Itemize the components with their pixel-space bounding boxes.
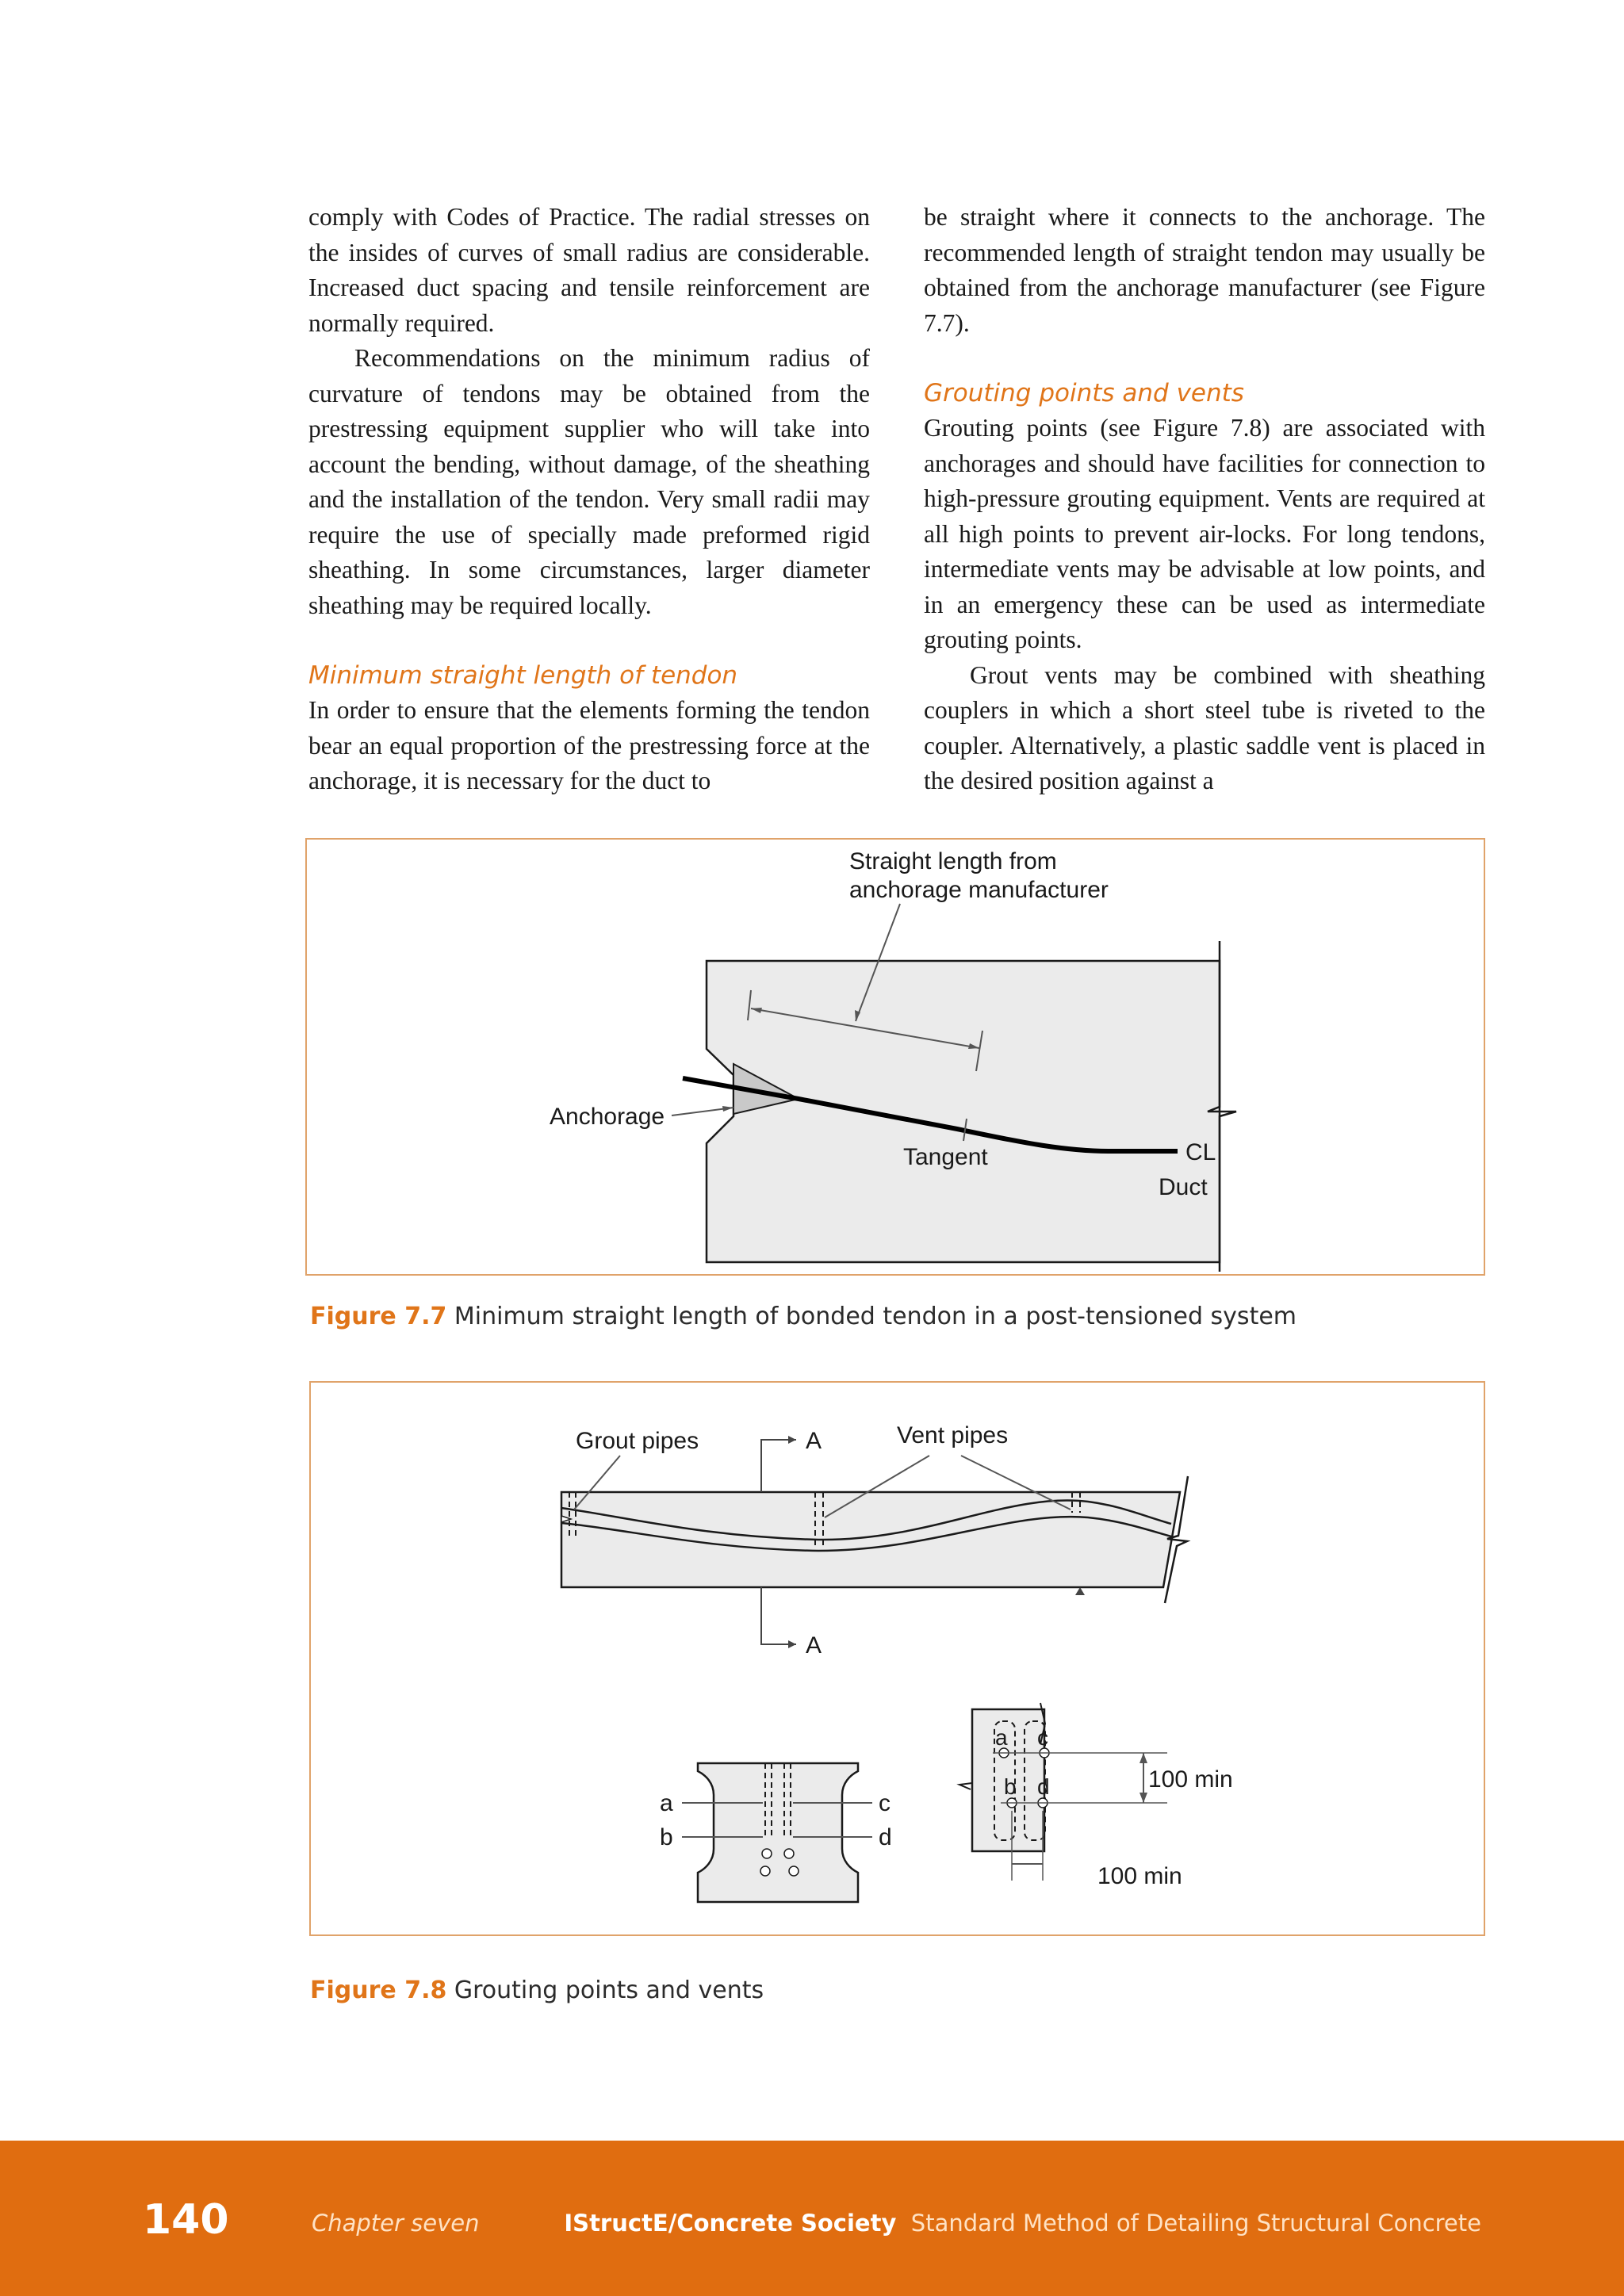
- dimension-vertical-arrow-bottom: [1139, 1793, 1147, 1803]
- page-number: 140: [143, 2196, 229, 2244]
- page-footer: [0, 2141, 1624, 2296]
- beam-cross-section: [698, 1763, 858, 1902]
- figure-7-7-caption: [310, 1303, 1297, 1330]
- section-duct-circle-3: [760, 1866, 770, 1876]
- label-grout-pipes: Grout pipes: [576, 1428, 699, 1454]
- label-vent-pipes: Vent pipes: [897, 1422, 1009, 1448]
- label-100-min-vertical: 100 min: [1148, 1766, 1233, 1793]
- label-d: d: [879, 1824, 892, 1850]
- section-duct-circle-4: [789, 1866, 799, 1876]
- section-heading-grouting-points: Grouting points and vents: [924, 379, 1244, 408]
- right-paragraph-1: be straight where it connects to the anchorage. The recommended length of straight tendon may usually be obtained from the anchorage manufacturer (see Figure 7.7).: [924, 203, 1485, 337]
- label-100-min-horizontal: 100 min: [1097, 1863, 1182, 1889]
- section-duct-circle-1: [762, 1849, 772, 1858]
- publication-title: [564, 2210, 1481, 2237]
- figure-7-7: [305, 838, 1485, 1276]
- plan-label-a: a: [995, 1725, 1008, 1750]
- label-centreline: CL: [1185, 1139, 1216, 1165]
- figure-7-8: [309, 1381, 1485, 1936]
- figure-7-7-caption-number: Figure 7.7: [310, 1303, 447, 1330]
- label-duct: Duct: [1159, 1174, 1208, 1200]
- support-marker: [1075, 1587, 1085, 1595]
- figure-7-7-drawing: [307, 840, 1487, 1277]
- section-heading-minimum-straight-length: Minimum straight length of tendon: [308, 661, 738, 690]
- label-tangent: Tangent: [903, 1144, 988, 1170]
- figure-7-7-caption-text: Minimum straight length of bonded tendon in a post-tensioned system: [446, 1303, 1297, 1330]
- label-section-a-top: A: [806, 1428, 822, 1454]
- right-paragraph-2: Grouting points (see Figure 7.8) are associated with anchorages and should have facilities for connection to high-pressure grouting equipment. Vents are required at all high points to prevent air-locks. For long tendons, intermediate vents may be advisable at low points, and in an emergency these can be used as intermediate grouting points.: [924, 414, 1485, 653]
- section-arrow-bottom: [788, 1640, 796, 1648]
- label-a: a: [660, 1790, 673, 1816]
- left-paragraph-1: comply with Codes of Practice. The radial stresses on the insides of curves of small radius are considerable. Increased duct spacing and tensile reinforcement are normally required.: [308, 203, 870, 337]
- figure-7-8-drawing: [311, 1383, 1487, 1938]
- left-paragraph-3: In order to ensure that the elements forming the tendon bear an equal proportion of the prestressing force at the anchorage, it is necessary for the duct to: [308, 696, 870, 794]
- concrete-end-block: [707, 961, 1220, 1262]
- label-b: b: [660, 1824, 673, 1850]
- left-paragraph-2: Recommendations on the minimum radius of curvature of tendons may be obtained from the prestressing equipment supplier who will take into account the bending, without damage, of the sheathing and the installation of the tendon. Very small radii may require the use of specially made preformed rigid sheathing. In some circumstances, larger diameter sheathing may be required locally.: [308, 344, 870, 619]
- anchorage-leader-arrowhead: [722, 1106, 733, 1112]
- book-title: Standard Method of Detailing Structural Concrete: [910, 2210, 1481, 2237]
- plan-label-c: c: [1037, 1725, 1048, 1750]
- section-line-top: [761, 1440, 796, 1492]
- plan-label-b: b: [1004, 1774, 1017, 1799]
- publisher-name: IStructE/Concrete Society: [564, 2210, 897, 2237]
- figure-7-8-caption: [310, 1976, 764, 2004]
- plan-break-left: [959, 1783, 972, 1789]
- label-straight-length-line1: Straight length from: [849, 848, 1057, 874]
- figure-7-8-caption-number: Figure 7.8: [310, 1976, 447, 2004]
- plan-label-d: d: [1037, 1774, 1050, 1799]
- section-line-bottom: [761, 1587, 796, 1644]
- label-anchorage: Anchorage: [550, 1104, 665, 1130]
- section-arrow-top: [788, 1436, 796, 1444]
- label-section-a-bottom: A: [806, 1632, 822, 1659]
- label-straight-length-line2: anchorage manufacturer: [849, 877, 1109, 903]
- chapter-label: Chapter seven: [312, 2210, 480, 2237]
- dimension-vertical-arrow-top: [1139, 1753, 1147, 1763]
- label-c: c: [879, 1790, 891, 1816]
- beam-elevation: [561, 1492, 1180, 1587]
- left-text-column: [308, 200, 870, 799]
- figure-7-8-caption-text: Grouting points and vents: [446, 1976, 764, 2004]
- right-paragraph-3: Grout vents may be combined with sheathing couplers in which a short steel tube is riveted to the coupler. Alternatively, a plastic saddle vent is placed in the desired position against a: [924, 660, 1485, 794]
- section-duct-circle-2: [784, 1849, 794, 1858]
- right-text-column: [924, 200, 1485, 799]
